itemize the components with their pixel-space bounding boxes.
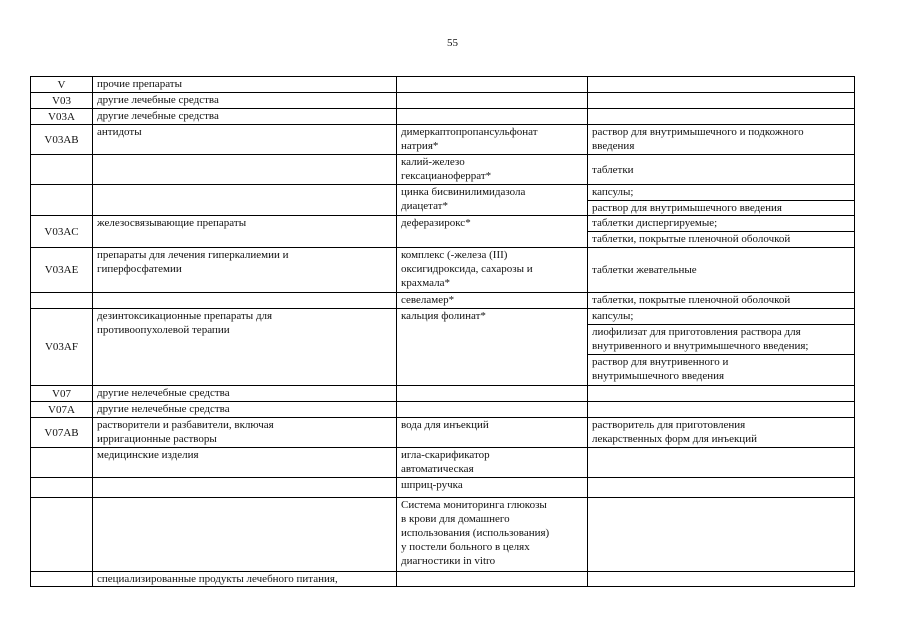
form-cell: капсулы; xyxy=(588,185,855,201)
drug-cell: игла-скарификатор автоматическая xyxy=(397,448,588,478)
atc-code-cell xyxy=(31,572,93,587)
table-row xyxy=(31,448,855,478)
atc-code-cell xyxy=(31,498,93,572)
form-cell: раствор для внутримышечного введения xyxy=(588,201,855,216)
form-cell xyxy=(588,572,855,587)
drug-cell: цинка бисвинилимидазола диацетат* xyxy=(397,185,588,216)
page-number: 55 xyxy=(447,37,458,49)
form-cell: раствор для внутримышечного и подкожного введения xyxy=(588,125,855,155)
atc-code-cell xyxy=(31,155,93,185)
group-cell: другие нелечебные средства xyxy=(93,386,397,402)
atc-code-cell: V07A xyxy=(31,402,93,418)
form-cell: таблетки, покрытые пленочной оболочкой xyxy=(588,293,855,309)
drug-cell: Система мониторинга глюкозы в крови для домашнего использования (использования) у постели больного в целях диагностики in vitro xyxy=(397,498,588,572)
atc-code-cell: V03AC xyxy=(31,216,93,248)
drug-cell: шприц-ручка xyxy=(397,478,588,498)
table-row xyxy=(31,77,855,93)
drug-cell: севеламер* xyxy=(397,293,588,309)
table-row xyxy=(31,498,855,572)
group-cell: препараты для лечения гиперкалиемии и гиперфосфатемии xyxy=(93,248,397,293)
group-cell: медицинские изделия xyxy=(93,448,397,478)
table-row xyxy=(31,402,855,418)
table-row xyxy=(31,418,855,448)
group-cell xyxy=(93,498,397,572)
group-cell: другие лечебные средства xyxy=(93,109,397,125)
drug-cell: вода для инъекций xyxy=(397,418,588,448)
atc-code-cell xyxy=(31,293,93,309)
drug-cell: комплекс (-железа (III) оксигидроксида, сахарозы и крахмала* xyxy=(397,248,588,293)
group-cell: другие нелечебные средства xyxy=(93,402,397,418)
form-cell xyxy=(588,386,855,402)
group-cell: железосвязывающие препараты xyxy=(93,216,397,248)
atc-code-cell xyxy=(31,478,93,498)
atc-code-cell: V xyxy=(31,77,93,93)
form-cell: таблетки диспергируемые; xyxy=(588,216,855,232)
drug-cell: деферазирокс* xyxy=(397,216,588,248)
atc-code-cell xyxy=(31,185,93,216)
atc-code-cell xyxy=(31,448,93,478)
form-cell: растворитель для приготовления лекарственных форм для инъекций xyxy=(588,418,855,448)
form-cell xyxy=(588,402,855,418)
drug-cell xyxy=(397,93,588,109)
atc-code-cell: V03AB xyxy=(31,125,93,155)
form-cell xyxy=(588,77,855,93)
table-row xyxy=(31,216,855,232)
drug-cell xyxy=(397,77,588,93)
drug-cell xyxy=(397,109,588,125)
group-cell xyxy=(93,478,397,498)
atc-code-cell: V03AE xyxy=(31,248,93,293)
group-cell: специализированные продукты лечебного питания, xyxy=(93,572,397,587)
form-cell: таблетки xyxy=(588,155,855,185)
table-row xyxy=(31,478,855,498)
drug-cell xyxy=(397,402,588,418)
drug-cell: димеркаптопропансульфонат натрия* xyxy=(397,125,588,155)
table-row xyxy=(31,572,855,587)
atc-code-cell: V07 xyxy=(31,386,93,402)
drug-table xyxy=(30,76,855,587)
form-cell xyxy=(588,93,855,109)
drug-cell: кальция фолинат* xyxy=(397,309,588,386)
form-cell xyxy=(588,109,855,125)
group-cell: прочие препараты xyxy=(93,77,397,93)
form-cell xyxy=(588,498,855,572)
form-cell xyxy=(588,448,855,478)
atc-code-cell: V07AB xyxy=(31,418,93,448)
form-cell: раствор для внутривенного и внутримышечного введения xyxy=(588,355,855,386)
group-cell xyxy=(93,293,397,309)
form-cell: таблетки, покрытые пленочной оболочкой xyxy=(588,232,855,248)
table-row xyxy=(31,309,855,325)
table-row xyxy=(31,185,855,201)
atc-code-cell: V03A xyxy=(31,109,93,125)
drug-cell: калий-железо гексацианоферрат* xyxy=(397,155,588,185)
group-cell: антидоты xyxy=(93,125,397,155)
table-row xyxy=(31,125,855,155)
form-cell: лиофилизат для приготовления раствора для внутривенного и внутримышечного введения; xyxy=(588,325,855,355)
table-row xyxy=(31,248,855,293)
drug-cell xyxy=(397,572,588,587)
table-row xyxy=(31,109,855,125)
atc-code-cell: V03 xyxy=(31,93,93,109)
form-cell: таблетки жевательные xyxy=(588,248,855,293)
atc-code-cell: V03AF xyxy=(31,309,93,386)
drug-cell xyxy=(397,386,588,402)
table-row xyxy=(31,386,855,402)
group-cell: дезинтоксикационные препараты для противоопухолевой терапии xyxy=(93,309,397,386)
table-row xyxy=(31,293,855,309)
form-cell xyxy=(588,478,855,498)
group-cell xyxy=(93,185,397,216)
group-cell: растворители и разбавители, включая ирригационные растворы xyxy=(93,418,397,448)
table-row xyxy=(31,93,855,109)
group-cell xyxy=(93,155,397,185)
table-row xyxy=(31,155,855,185)
group-cell: другие лечебные средства xyxy=(93,93,397,109)
form-cell: капсулы; xyxy=(588,309,855,325)
